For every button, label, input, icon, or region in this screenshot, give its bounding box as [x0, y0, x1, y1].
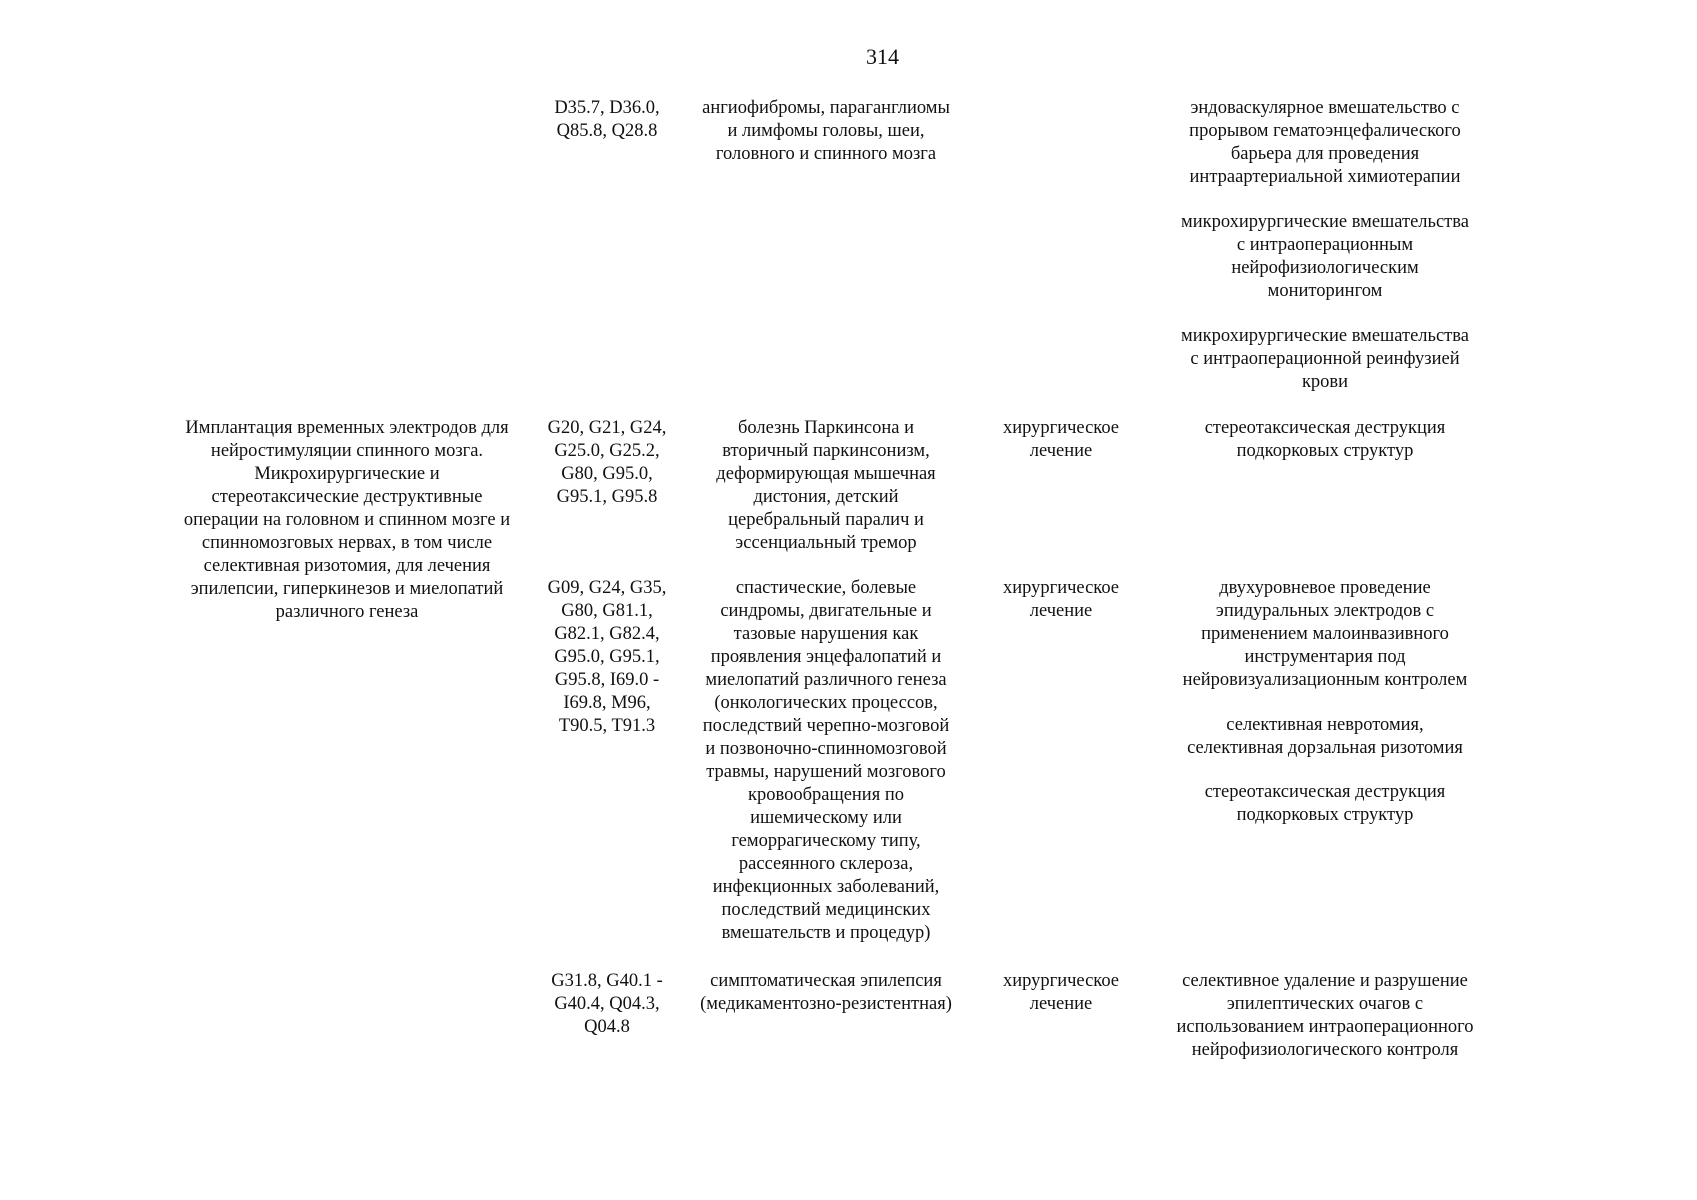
method-row-0-item-0: эндоваскулярное вмешательство с прорывом гематоэнцефалического барьера для проведения интраартериальной химиотерапии — [1189, 98, 1461, 187]
method-row-2-item-2: стереотаксическая деструкция подкорковых структур — [1204, 782, 1446, 825]
patient-model-row-1: болезнь Паркинсона и вторичный паркинсонизм, деформирующая мышечная дистония, детский церебральный паралич и эссенциальный тремор — [716, 418, 936, 553]
page-number: 314 — [866, 44, 899, 69]
treatment-type-row-2: хирургическое лечение — [1002, 578, 1120, 621]
icd-codes-row-0: D35.7, D36.0, Q85.8, Q28.8 — [554, 98, 660, 141]
method-row-2-item-1: селективная невротомия, селективная дорзальная ризотомия — [1187, 715, 1463, 758]
patient-model-row-3: симптоматическая эпилепсия (медикаментозно-резистентная) — [700, 971, 952, 1014]
method-row-2-item-0: двухуровневое проведение эпидуральных электродов с применением малоинвазивного инструментария под нейровизуализационным контролем — [1182, 578, 1468, 690]
patient-model-row-0: ангиофибромы, параганглиомы и лимфомы головы, шеи, головного и спинного мозга — [702, 98, 950, 164]
treatment-type-row-3: хирургическое лечение — [1002, 971, 1120, 1014]
patient-model-row-2: спастические, болевые синдромы, двигательные и тазовые нарушения как проявления энцефалопатий и миелопатий различного генеза (онкологических процессов, последствий черепно-мозговой и позвоночно-спинномозговой травмы, нарушений мозгового кровообращения по ишемическому или геморрагическому типу, рассеянного склероза, инфекционных заболеваний, последствий медицинских вмешательств и процедур) — [702, 578, 950, 943]
icd-codes-row-1: G20, G21, G24, G25.0, G25.2, G80, G95.0, G95.1, G95.8 — [547, 418, 667, 507]
procedure-name-row-1: Имплантация временных электродов для нейростимуляции спинного мозга. Микрохирургические и стереотаксические деструктивные операции на головном и спинном мозге и спинномозговых нервах, в том числе селективная ризотомия, для лечения эпилепсии, гиперкинезов и миелопатий различного генеза — [183, 418, 511, 622]
method-row-0-item-2: микрохирургические вмешательства с интраоперационной реинфузией крови — [1181, 326, 1469, 392]
method-row-3-item-0: селективное удаление и разрушение эпилептических очагов с использованием интраоперационного нейрофизиологического контроля — [1176, 971, 1474, 1060]
method-row-0-item-1: микрохирургические вмешательства с интраоперационным нейрофизиологическим мониторингом — [1181, 212, 1469, 301]
method-row-1-item-0: стереотаксическая деструкция подкорковых структур — [1204, 418, 1446, 461]
treatment-type-row-1: хирургическое лечение — [1002, 418, 1120, 461]
icd-codes-row-2: G09, G24, G35, G80, G81.1, G82.1, G82.4, G95.0, G95.1, G95.8, I69.0 - I69.8, M96, T90.5, T91.3 — [547, 578, 667, 736]
icd-codes-row-3: G31.8, G40.1 - G40.4, Q04.3, Q04.8 — [551, 971, 663, 1037]
